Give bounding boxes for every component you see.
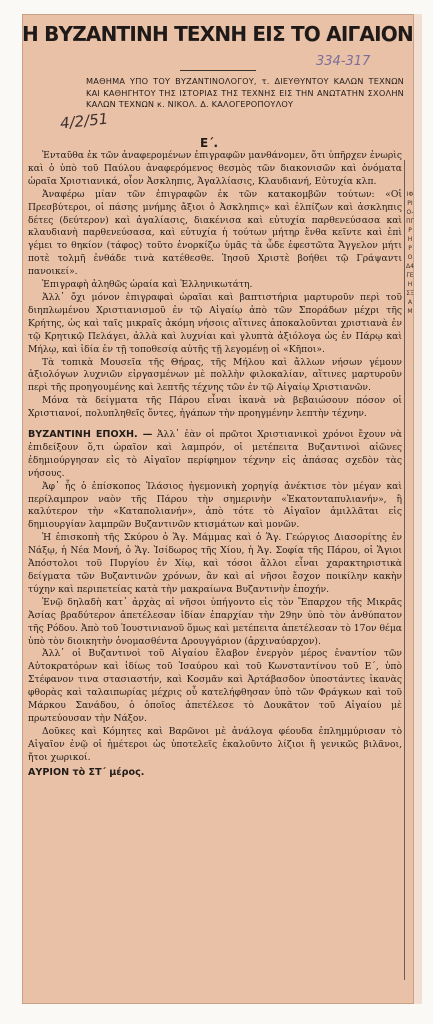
byzantine-era-heading: ΒΥΖΑΝΤΙΝΗ ΕΠΟΧΗ. — — [28, 429, 153, 441]
adjacent-column-fragment: ΙΦΡΙΟ-ΠΓΡΗΡΟΔ4ΓΕΗΣΞΑΜ — [406, 191, 414, 315]
paragraph: Ἐπιγραφὴ ἀληθῶς ὡραία καὶ Ἑλληνικωτάτη. — [42, 279, 253, 291]
paragraph: Ἀλλ᾽ οἱ Βυζαντινοὶ τοῦ Αἰγαίου ἔλαβον ἐνεργὸν μέρος ἐναντίον τῶν Αὐτοκρατόρων καὶ ἰδίως τοῦ Ἰσαύρου καὶ τοῦ Κωνσταντίνου τοῦ Ε΄, ὑπὸ Στέφανον τινα στασιαστήν, καὶ Κοσμᾶν καὶ Ἀρτάβασδον ὑποστάντες ἱκανὰς φθορὰς καὶ ταλαιπωρίας μέχρις οὗ κατελήφθησαν ὑπὸ τῶν Φράγκων καὶ τοῦ Μάρκου Σανάδου, ὁ ὁποῖος ἀπετέλεσε τὸ Δουκᾶτον τοῦ Αἰγαίου μὲ πρωτεύουσαν τὴν Νάξον. — [28, 648, 402, 724]
paragraph: Ἐνταῦθα ἐκ τῶν ἀναφερομένων ἐπιγραφῶν μανθάνομεν, ὅτι ὑπῆρχεν ἐνωρὶς καὶ ὁ ὑπὸ τοῦ Παύλου ἀναφερόμενος θεσμὸς τῶν διακονισῶν καὶ ὀνόματα ὡραῖα Χριστιανικά, οἷον Ἀσκληπις, Ἀγαλλίασις, Κλαυδιανή, Εὐτυχία κλπ. — [28, 150, 402, 187]
clipping-edge — [413, 14, 422, 1004]
paragraph: Μόνα τὰ δείγματα τῆς Πάρου εἶναι ἱκανὰ νὰ βεβαιώσουν πόσον οἱ Χριστιανοί, πολυπληθεῖς ὄντες, ἠγάπων τὴν προηγμένην λεπτὴν τέχνην. — [28, 395, 402, 420]
column-rule — [404, 160, 405, 980]
handwritten-date: 4/2/51 — [59, 109, 110, 133]
paragraph: Ἀλλ᾽ ὄχι μόνον ἐπιγραφαὶ ὡραῖαι καὶ βαπτιστήρια μαρτυροῦν περὶ τοῦ διηπλωμένου Χριστιανισμοῦ ἐν τῷ Αἰγαίῳ ἀπὸ τῶν Σποράδων μέχρι τῆς Κρήτης, ὡς καὶ ταῖς μικραῖς ἀκόμη νήσοις αἵτινες ἀποκαλοῦνται χριστιανὰ ἐν τῷ Κρητικῷ Πελάγει, ἀλλὰ καὶ λυχνίαι καὶ γλυπτὰ ἀξιόλογα ὡς ἐν Πάρῳ καὶ Μήλῳ, καὶ ἰδία ἐν τῇ τοποθεσίᾳ αὐτῆς τῇ λεγομένῃ οἱ «Κῆποι». — [28, 291, 402, 355]
paragraph: Ἐνῷ δηλαδὴ κατ᾽ ἀρχὰς αἱ νῆσοι ὑπήγοντο εἰς τὸν Ἔπαρχον τῆς Μικρᾶς Ἀσίας βραδύτερον ἀπετέλεσαν ἰδίαν ἐπαρχίαν τὴν 29ην ὑπὸ τὸν ἀνθύπατον τῆς Ρόδου. Ἀπὸ τοῦ Ἰουστινιανοῦ ὅμως καὶ μετέπειτα ἀπετέλεσαν τὸ 17ον θέμα ὑπὸ τὸν διοικητὴν ὀνομασθέντα Δρουγγάριον (ἀρχιναύαρχον). — [28, 596, 402, 647]
paragraph: Τὰ τοπικὰ Μουσεῖα τῆς Θήρας, τῆς Μήλου καὶ ἄλλων νήσων γέμουν ἀξιολόγων λυχνιῶν εἰργασμένων μὲ πολλὴν φιλοκαλίαν, αἵτινες μαρτυροῦν περὶ τῆς προηγουμένης καὶ λεπτῆς τέχνης τῶν ἐν τῷ Αἰγαίῳ Χριστιανῶν. — [28, 356, 402, 394]
title-rule — [180, 70, 256, 71]
paragraph-text: Ἀλλ᾽ ἐὰν οἱ πρῶτοι Χριστιανικοὶ χρόνοι ἔχουν νὰ ἐπιδείξουν ὅ,τι ὡραῖον καὶ λαμπρόν, οἱ μετέπειτα Βυζαντινοὶ αἰῶνες ἐδημιούργησαν εἰς τὸ Αἰγαῖον περίφημον τέχνην εἰς ἁπάσας σχεδὸν τὰς νήσους. — [28, 429, 402, 479]
article-body — [28, 150, 402, 780]
continued-notice: ΑΥΡΙΟΝ τὸ ΣΤ΄ μέρος. — [28, 766, 145, 778]
handwritten-number: 334-317 — [316, 54, 371, 69]
paragraph: Δοῦκες καὶ Κόμητες καὶ Βαρῶνοι μὲ ἀνάλογα φέουδα ἐπλημμύρισαν τὸ Αἰγαῖον ἐνῷ οἱ ἡμέτεροι ὡς ὑποτελεῖς ἐκαλοῦντο λίζιοι ἢ γενικῶς βιλᾶνοι, ἤτοι χωρικοί. — [28, 725, 402, 763]
section-number: Ε΄. — [200, 136, 219, 150]
article-subtitle: ΜΑΘΗΜΑ ΥΠΟ ΤΟΥ ΒΥΖΑΝΤΙΝΟΛΟΓΟΥ, τ. ΔΙΕΥΘΥΝΤΟΥ ΚΑΛΩΝ ΤΕΧΝΩΝ ΚΑΙ ΚΑΘΗΓΗΤΟΥ ΤΗΣ ΙΣΤΟΡΙΑΣ ΤΗΣ ΤΕΧΝΗΣ ΕΙΣ ΤΗΝ ΑΝΩΤΑΤΗΝ ΣΧΟΛΗΝ ΚΑΛΩΝ ΤΕΧΝΩΝ κ. ΝΙΚΟΛ. Δ. ΚΑΛΟΓΕΡΟΠΟΥΛΟΥ — [86, 76, 404, 109]
article-title: Η ΒΥΖΑΝΤΙΝΗ ΤΕΧΝΗ ΕΙΣ ΤΟ ΑΙΓΑΙΟΝ — [22, 22, 413, 46]
byzantine-era-paragraph — [28, 429, 402, 481]
paragraph: Ἀφ᾽ ἧς ὁ ἐπίσκοπος Ἰλάσιος ἡγεμονικὴ χορηγίᾳ ἀνέκτισε τὸν μέγαν καὶ περίλαμπρον ναὸν τῆς Πάρου τὴν σημερινὴν «Ἑκατονταπυλιανήν», ἢ καλύτερον τὴν «Καταπολιανήν», ἀπὸ τότε τὸ Αἰγαῖον ἁμιλλᾶται εἰς δημιουργίαν λαμπρῶν Βυζαντινῶν κτισμάτων καὶ μονῶν. — [28, 480, 402, 531]
paragraph: Ἀναφέρω μίαν τῶν ἐπιγραφῶν ἐκ τῶν κατακομβῶν τούτων: «Οἱ Πρεσβύτεροι, οἱ πάσης μνήμης ἄξιοι ὁ Ἀσκληπις» καὶ ἐλπίζων καὶ ἀσκληπις δέτες (δεύτερον) καὶ ἀγαλίασις, διακένισα καὶ εὐτυχία παρθενεύσασα καὶ κλαυδιανὴ παρθενεύσασα, καὶ εὐτυχία ἡ τούτων μήτηρ ἔνθα κεῖντε καὶ ἐπὶ γέμει το θηκίον (τάφος) τοῦτο ἐνορκίζω ὑμᾶς τὰ ὧδε ἐφεστῶτα Ἄγγελον μήτι ποτὲ τολμῆ ἐνθάδε τινὰ κατέθεσθε. Ἰησοῦ Χριστὲ βοήθει τῷ Γράψαντι πανοικεί». — [28, 188, 402, 278]
paragraph: Ἡ ἐπισκοπὴ τῆς Σκύρου ὁ Ἅγ. Μάμμας καὶ ὁ Ἅγ. Γεώργιος Διασορίτης ἐν Νάξῳ, ἡ Νέα Μονή, ὁ Ἅγ. Ἰσίδωρος τῆς Χίου, ἡ Ἁγ. Σοφία τῆς Πάρου, οἱ Ἅγιοι Ἀπόστολοι τοῦ Πυργίου ἐν Χίῳ, καὶ τόσοι ἄλλοι εἶναι χαρακτηριστικὰ δείγματα τῶν Βυζαντινῶν χρόνων, ἂν καὶ αἱ νῆσοι ἔσχον ποικίλην κακὴν τύχην καὶ περιπετείας κατὰ τὴν μακραίωνα Βυζαντινὴν ἐποχήν. — [28, 532, 402, 595]
